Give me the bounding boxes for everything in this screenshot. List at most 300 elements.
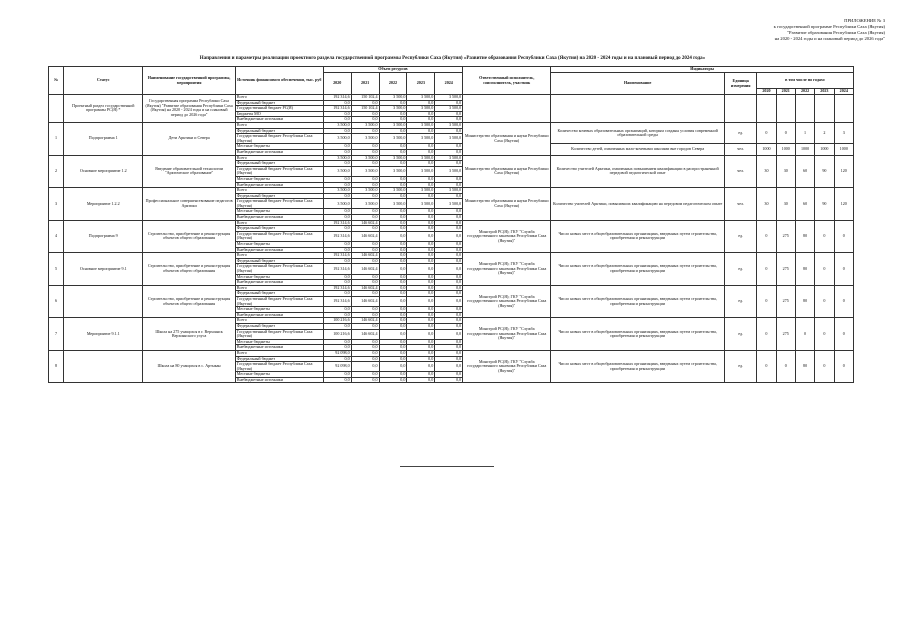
ind-year-2024: 2024 — [834, 89, 853, 95]
volume-value: 0,0 — [407, 264, 435, 274]
volume-value: 0,0 — [407, 258, 435, 264]
volume-value: 0,0 — [323, 274, 351, 280]
volume-value: 0,0 — [351, 176, 379, 182]
volume-value: 0,0 — [351, 307, 379, 313]
volume-value: 0,0 — [407, 111, 435, 117]
indicator-value: 90 — [815, 188, 834, 221]
indicator-value: 80 — [795, 285, 814, 318]
volume-value: 0,0 — [323, 339, 351, 345]
volume-value: 3 500,0 — [435, 199, 463, 209]
ph-vol-2024: 2024 — [435, 73, 463, 95]
source-label: Государственный бюджет Республики Саха (Якутия) — [235, 166, 323, 176]
end-separator-line — [400, 466, 494, 467]
volume-value: 0,0 — [379, 280, 407, 286]
volume-value: 0,0 — [351, 339, 379, 345]
volume-value: 3 500,0 — [351, 122, 379, 128]
volume-value: 0,0 — [407, 149, 435, 155]
ind-year-2022: 2022 — [795, 89, 814, 95]
source-label: Внебюджетные источники — [235, 182, 323, 188]
source-label: Местные бюджеты — [235, 274, 323, 280]
source-label: Федеральный бюджет — [235, 226, 323, 232]
indicator-value: 0 — [834, 253, 853, 286]
volume-value: 0,0 — [323, 215, 351, 221]
volume-value: 3 500,0 — [351, 199, 379, 209]
volume-value: 0,0 — [407, 312, 435, 318]
volume-value: 0,0 — [379, 258, 407, 264]
indicator-value: 1000 — [795, 144, 814, 155]
volume-value: 0,0 — [435, 149, 463, 155]
volume-value: 0,0 — [435, 128, 463, 134]
volume-value: 0,0 — [323, 226, 351, 232]
volume-value: 0,0 — [323, 307, 351, 313]
ind-year-2021: 2021 — [776, 89, 795, 95]
volume-value: 0,0 — [379, 128, 407, 134]
volume-value: 0,0 — [407, 280, 435, 286]
source-label: Местные бюджеты — [235, 242, 323, 248]
indicator-value: 30 — [776, 188, 795, 221]
volume-value: 0,0 — [323, 117, 351, 123]
volume-value: 0,0 — [379, 209, 407, 215]
volume-value: 0,0 — [323, 128, 351, 134]
indicator-value: 1 — [795, 122, 814, 143]
volume-value: 0,0 — [435, 296, 463, 306]
volume-value: 0,0 — [435, 312, 463, 318]
source-label: Внебюджетные источники — [235, 215, 323, 221]
volume-value: 0,0 — [351, 161, 379, 167]
indicator-value — [815, 95, 834, 123]
volume-value: 0,0 — [351, 144, 379, 150]
source-label: Всего — [235, 122, 323, 128]
volume-value: 0,0 — [379, 296, 407, 306]
volume-value: 0,0 — [407, 176, 435, 182]
volume-value: 0,0 — [435, 247, 463, 253]
indicator-value: 120 — [834, 188, 853, 221]
volume-value: 192 314,6 — [323, 220, 351, 226]
volume-value: 3 500,0 — [379, 95, 407, 101]
volume-value: 0,0 — [407, 291, 435, 297]
source-label: Государственный бюджет Республики Саха (Якутия) — [235, 362, 323, 372]
indicator-value: 0 — [795, 318, 814, 351]
volume-value: 3 500,0 — [323, 199, 351, 209]
volume-value: 0,0 — [323, 258, 351, 264]
volume-value: 3 500,0 — [351, 155, 379, 161]
volume-value: 0,0 — [435, 372, 463, 378]
volume-value: 3 500,0 — [323, 122, 351, 128]
appendix-line: "Развитие образования Республики Саха (Якутия) — [787, 30, 885, 35]
volume-value: 146 602,4 — [351, 285, 379, 291]
source-label: Государственный бюджет Республики Саха (Якутия) — [235, 296, 323, 306]
row-name: Дети Арктики и Севера — [143, 122, 235, 155]
volume-value: 0,0 — [351, 182, 379, 188]
volume-value: 0,0 — [351, 291, 379, 297]
volume-value: 0,0 — [407, 253, 435, 259]
volume-value: 3 500,0 — [407, 188, 435, 194]
row-responsible: Минстрой РС(Я); ГКУ "Служба государственного заказчика Республики Саха (Якутия)" — [463, 350, 551, 383]
col-ind-name: Наименование — [551, 73, 725, 95]
volume-value: 0,0 — [379, 111, 407, 117]
volume-value: 0,0 — [379, 312, 407, 318]
volume-value: 0,0 — [435, 242, 463, 248]
volume-value: 0,0 — [351, 215, 379, 221]
indicator-value: 275 — [776, 220, 795, 253]
volume-value: 0,0 — [379, 215, 407, 221]
volume-value: 0,0 — [407, 329, 435, 339]
volume-value: 0,0 — [379, 247, 407, 253]
volume-value: 0,0 — [407, 209, 435, 215]
indicator-value — [757, 95, 776, 123]
volume-value: 0,0 — [435, 209, 463, 215]
source-label: Государственный бюджет Республики Саха (Якутия) — [235, 264, 323, 274]
indicator-name: Количество детей, охваченных мало-кочевыми школами вне городов Севера — [551, 144, 725, 155]
indicator-unit: чел. — [725, 155, 757, 188]
row-name: Школа на 275 учащихся в г. Верхоянск Верхоянского улуса — [143, 318, 235, 351]
indicator-value: 0 — [834, 220, 853, 253]
volume-value: 0,0 — [435, 356, 463, 362]
volume-value: 0,0 — [435, 291, 463, 297]
volume-value: 0,0 — [407, 307, 435, 313]
row-num — [49, 95, 64, 123]
source-label: Внебюджетные источники — [235, 149, 323, 155]
volume-value: 0,0 — [323, 149, 351, 155]
source-label: Всего — [235, 318, 323, 324]
row-num: 1 — [49, 122, 64, 155]
volume-value: 3 500,0 — [379, 166, 407, 176]
indicator-value: 0 — [757, 350, 776, 383]
volume-value: 150 102,4 — [351, 106, 379, 112]
volume-value: 3 500,0 — [435, 134, 463, 144]
volume-value: 192 314,6 — [323, 106, 351, 112]
volume-value: 0,0 — [435, 264, 463, 274]
table-row — [49, 188, 854, 194]
row-status — [64, 285, 143, 318]
source-label: Федеральный бюджет — [235, 258, 323, 264]
volume-value: 0,0 — [323, 356, 351, 362]
table-row — [49, 95, 854, 101]
volume-value: 0,0 — [435, 362, 463, 372]
source-label: Внебюджетные источники — [235, 345, 323, 351]
row-num: 6 — [49, 285, 64, 318]
volume-value: 3 500,0 — [435, 155, 463, 161]
volume-value: 0,0 — [323, 377, 351, 383]
indicator-unit: чел. — [725, 188, 757, 221]
row-status: Мероприятие 1.2.2 — [64, 188, 143, 221]
volume-value: 0,0 — [435, 318, 463, 324]
indicator-value: 0 — [834, 285, 853, 318]
volume-value: 0,0 — [379, 176, 407, 182]
appendix-line: ПРИЛОЖЕНИЕ № 3 — [844, 18, 885, 23]
volume-value: 0,0 — [379, 253, 407, 259]
volume-value: 0,0 — [435, 274, 463, 280]
source-label: Федеральный бюджет — [235, 323, 323, 329]
indicator-value: 275 — [776, 253, 795, 286]
appendix-line: на 2020 - 2024 годы и на плановый период до 2026 года" — [774, 36, 885, 41]
indicator-value: 0 — [815, 220, 834, 253]
indicator-unit: ед. — [725, 318, 757, 351]
indicator-value: 0 — [776, 350, 795, 383]
volume-value: 0,0 — [435, 161, 463, 167]
indicator-value: 0 — [757, 253, 776, 286]
indicator-unit: чел. — [725, 144, 757, 155]
volume-value: 150 102,4 — [351, 95, 379, 101]
col-unit: Единица измерения — [725, 73, 757, 95]
source-label: Местные бюджеты — [235, 339, 323, 345]
table-body — [49, 95, 854, 383]
ph-vol-2023: 2023 — [407, 73, 435, 95]
volume-value: 0,0 — [351, 362, 379, 372]
indicator-name: Число новых мест в общеобразовательных организациях, введенных путем строительства, приобретения и реконструкции — [551, 318, 725, 351]
volume-value: 0,0 — [407, 318, 435, 324]
indicator-value: 0 — [757, 220, 776, 253]
volume-value: 0,0 — [379, 329, 407, 339]
volume-value: 100 216,6 — [323, 329, 351, 339]
volume-value: 3 500,0 — [351, 166, 379, 176]
appendix-line: к государственной программе Республики Саха (Якутия) — [773, 24, 885, 29]
volume-value: 0,0 — [435, 345, 463, 351]
source-label: Местные бюджеты — [235, 176, 323, 182]
volume-value: 3 500,0 — [379, 199, 407, 209]
volume-value: 0,0 — [323, 372, 351, 378]
row-status — [64, 350, 143, 383]
volume-value: 0,0 — [435, 111, 463, 117]
volume-value: 0,0 — [351, 372, 379, 378]
ind-year-2020: 2020 — [757, 89, 776, 95]
volume-value: 0,0 — [379, 323, 407, 329]
volume-value: 0,0 — [351, 323, 379, 329]
volume-value: 3 500,0 — [407, 122, 435, 128]
volume-value: 0,0 — [407, 296, 435, 306]
volume-value: 192 314,6 — [323, 296, 351, 306]
source-label: Всего — [235, 253, 323, 259]
source-label: Федеральный бюджет — [235, 356, 323, 362]
volume-value: 0,0 — [323, 161, 351, 167]
row-status: Подпрограмма 9 — [64, 220, 143, 253]
volume-value: 0,0 — [323, 312, 351, 318]
volume-value: 3 500,0 — [379, 155, 407, 161]
ph-vol-2022: 2022 — [379, 73, 407, 95]
volume-value: 0,0 — [323, 280, 351, 286]
volume-value: 0,0 — [435, 117, 463, 123]
indicator-value: 30 — [776, 155, 795, 188]
volume-value: 3 500,0 — [351, 134, 379, 144]
indicator-value: 1000 — [776, 144, 795, 155]
source-label: Всего — [235, 95, 323, 101]
indicator-value: 1000 — [815, 144, 834, 155]
volume-value: 0,0 — [351, 128, 379, 134]
document-title: Направления и параметры реализации проектного раздела государственной программы Республики Саха (Якутия) «Развитие образования Республики Саха (Якутия) на 2020 - 2024 годы и на плановый период до 2024 года» — [199, 56, 706, 61]
volume-value: 0,0 — [379, 318, 407, 324]
volume-value: 0,0 — [435, 285, 463, 291]
indicator-value: 1000 — [757, 144, 776, 155]
indicator-value: 275 — [776, 318, 795, 351]
row-num: 2 — [49, 155, 64, 188]
volume-value: 0,0 — [351, 356, 379, 362]
volume-value: 0,0 — [435, 100, 463, 106]
ph-vol-2021: 2021 — [351, 73, 379, 95]
indicator-value: 90 — [815, 155, 834, 188]
indicator-value — [834, 95, 853, 123]
row-responsible: Минстрой РС(Я); ГКУ "Служба государственного заказчика Республики Саха (Якутия)" — [463, 318, 551, 351]
row-status: Основное мероприятие 1.2 — [64, 155, 143, 188]
volume-value: 0,0 — [323, 291, 351, 297]
source-label: Всего — [235, 285, 323, 291]
volume-value: 0,0 — [407, 242, 435, 248]
volume-value: 0,0 — [351, 350, 379, 356]
row-responsible: Министерство образования и науки Республики Саха (Якутия) — [463, 188, 551, 221]
volume-value: 0,0 — [407, 161, 435, 167]
volume-value: 0,0 — [323, 111, 351, 117]
row-responsible: Минстрой РС(Я); ГКУ "Служба государственного заказчика Республики Саха (Якутия)" — [463, 285, 551, 318]
volume-value: 3 500,0 — [379, 122, 407, 128]
source-label: Внебюджетные источники — [235, 247, 323, 253]
source-label: Всего — [235, 155, 323, 161]
volume-value: 3 500,0 — [407, 155, 435, 161]
source-label: Федеральный бюджет — [235, 193, 323, 199]
indicator-value: 60 — [795, 155, 814, 188]
volume-value: 3 500,0 — [379, 134, 407, 144]
row-status: Подпрограмма 1 — [64, 122, 143, 155]
row-responsible: Министерство образования и науки Республики Саха (Якутия) — [463, 122, 551, 155]
ind-year-2023: 2023 — [815, 89, 834, 95]
volume-value: 0,0 — [435, 193, 463, 199]
volume-value: 0,0 — [323, 144, 351, 150]
volume-value: 0,0 — [379, 231, 407, 241]
volume-value: 3 500,0 — [435, 95, 463, 101]
volume-value: 0,0 — [351, 312, 379, 318]
indicator-value: 0 — [834, 318, 853, 351]
volume-value: 3 500,0 — [351, 188, 379, 194]
indicator-unit — [725, 95, 757, 123]
volume-value: 0,0 — [407, 362, 435, 372]
indicator-value: 3 — [834, 122, 853, 143]
col-num: № — [49, 67, 64, 95]
source-label: Федеральный бюджет — [235, 100, 323, 106]
volume-value: 0,0 — [379, 377, 407, 383]
source-label: Местные бюджеты — [235, 372, 323, 378]
volume-value: 0,0 — [435, 323, 463, 329]
volume-value: 0,0 — [351, 242, 379, 248]
volume-value: 0,0 — [379, 220, 407, 226]
volume-value: 3 500,0 — [435, 188, 463, 194]
volume-value: 0,0 — [435, 215, 463, 221]
col-by-years: в том числе по годам: — [757, 73, 854, 89]
volume-value: 192 314,6 — [323, 253, 351, 259]
volume-value: 192 314,6 — [323, 95, 351, 101]
source-label: Внебюджетные источники — [235, 377, 323, 383]
indicator-name: Число новых мест в общеобразовательных организациях, введенных путем строительства, приобретения и реконструкции — [551, 220, 725, 253]
volume-value: 0,0 — [379, 345, 407, 351]
volume-value: 0,0 — [407, 100, 435, 106]
volume-value: 3 500,0 — [323, 155, 351, 161]
volume-value: 3 500,0 — [323, 188, 351, 194]
volume-value: 0,0 — [379, 193, 407, 199]
row-num: 5 — [49, 253, 64, 286]
source-label: Всего — [235, 350, 323, 356]
volume-value: 3 500,0 — [407, 166, 435, 176]
volume-value: 0,0 — [379, 161, 407, 167]
volume-value: 0,0 — [323, 209, 351, 215]
volume-value: 146 602,4 — [351, 318, 379, 324]
volume-value: 3 500,0 — [323, 134, 351, 144]
indicator-name: Число новых мест в общеобразовательных организациях, введенных путем строительства, приобретения и реконструкции — [551, 350, 725, 383]
volume-value: 0,0 — [407, 350, 435, 356]
volume-value: 0,0 — [323, 176, 351, 182]
source-label: Всего — [235, 220, 323, 226]
indicator-value: 0 — [815, 350, 834, 383]
row-status: Мероприятие 9.1.1 — [64, 318, 143, 351]
row-responsible: Министерство образования и науки Республики Саха (Якутия) — [463, 155, 551, 188]
volume-value: 0,0 — [407, 323, 435, 329]
volume-value: 0,0 — [407, 372, 435, 378]
volume-value: 0,0 — [379, 242, 407, 248]
volume-value: 0,0 — [351, 247, 379, 253]
row-status: Проектный раздел государственной программы РС(Я) * — [64, 95, 143, 123]
source-label: Бюджеты МО — [235, 111, 323, 117]
volume-value: 0,0 — [407, 274, 435, 280]
volume-value: 3 500,0 — [407, 134, 435, 144]
volume-value: 0,0 — [351, 117, 379, 123]
row-name: Строительство, приобретение и реконструкция объектов общего образования — [143, 253, 235, 286]
indicator-value: 0 — [757, 285, 776, 318]
volume-value: 0,0 — [351, 149, 379, 155]
volume-value: 0,0 — [407, 285, 435, 291]
indicator-value: 120 — [834, 155, 853, 188]
col-volume: Объем ресурсов — [323, 67, 462, 73]
row-responsible: Минстрой РС(Я); ГКУ "Служба государственного заказчика Республики Саха (Якутия)" — [463, 253, 551, 286]
volume-value: 3 500,0 — [323, 166, 351, 176]
volume-value: 0,0 — [435, 231, 463, 241]
volume-value: 0,0 — [435, 226, 463, 232]
row-num: 8 — [49, 350, 64, 383]
source-label: Федеральный бюджет — [235, 291, 323, 297]
volume-value: 0,0 — [435, 339, 463, 345]
volume-value: 0,0 — [379, 307, 407, 313]
row-responsible: Минстрой РС(Я); ГКУ "Служба государственного заказчика Республики Саха (Якутия)" — [463, 220, 551, 253]
source-label: Государственный бюджет Республики Саха (Якутия) — [235, 329, 323, 339]
volume-value: 0,0 — [323, 247, 351, 253]
volume-value: 0,0 — [435, 377, 463, 383]
volume-value: 0,0 — [435, 307, 463, 313]
volume-value: 92 098,0 — [323, 362, 351, 372]
row-name: Введение образовательной технологии "Арктическое образование" — [143, 155, 235, 188]
volume-value: 3 500,0 — [379, 106, 407, 112]
volume-value: 146 602,4 — [351, 264, 379, 274]
volume-value: 0,0 — [323, 182, 351, 188]
volume-value: 0,0 — [323, 100, 351, 106]
volume-value: 3 500,0 — [435, 106, 463, 112]
source-label: Местные бюджеты — [235, 209, 323, 215]
volume-value: 0,0 — [351, 345, 379, 351]
indicator-value: 2 — [815, 122, 834, 143]
ph-vol-2020: 2020 — [323, 73, 351, 95]
volume-value: 0,0 — [407, 377, 435, 383]
volume-value: 0,0 — [351, 209, 379, 215]
source-label: Местные бюджеты — [235, 307, 323, 313]
volume-value: 0,0 — [379, 339, 407, 345]
table-row — [49, 155, 854, 161]
indicator-value: 80 — [795, 253, 814, 286]
row-responsible — [463, 95, 551, 123]
indicator-value — [776, 95, 795, 123]
volume-value: 0,0 — [379, 100, 407, 106]
volume-value: 0,0 — [351, 258, 379, 264]
indicator-unit: ед. — [725, 350, 757, 383]
volume-value: 0,0 — [379, 274, 407, 280]
indicator-value: 30 — [757, 155, 776, 188]
volume-value: 192 314,6 — [323, 285, 351, 291]
volume-value: 0,0 — [323, 345, 351, 351]
indicator-unit: ед. — [725, 285, 757, 318]
row-num: 4 — [49, 220, 64, 253]
